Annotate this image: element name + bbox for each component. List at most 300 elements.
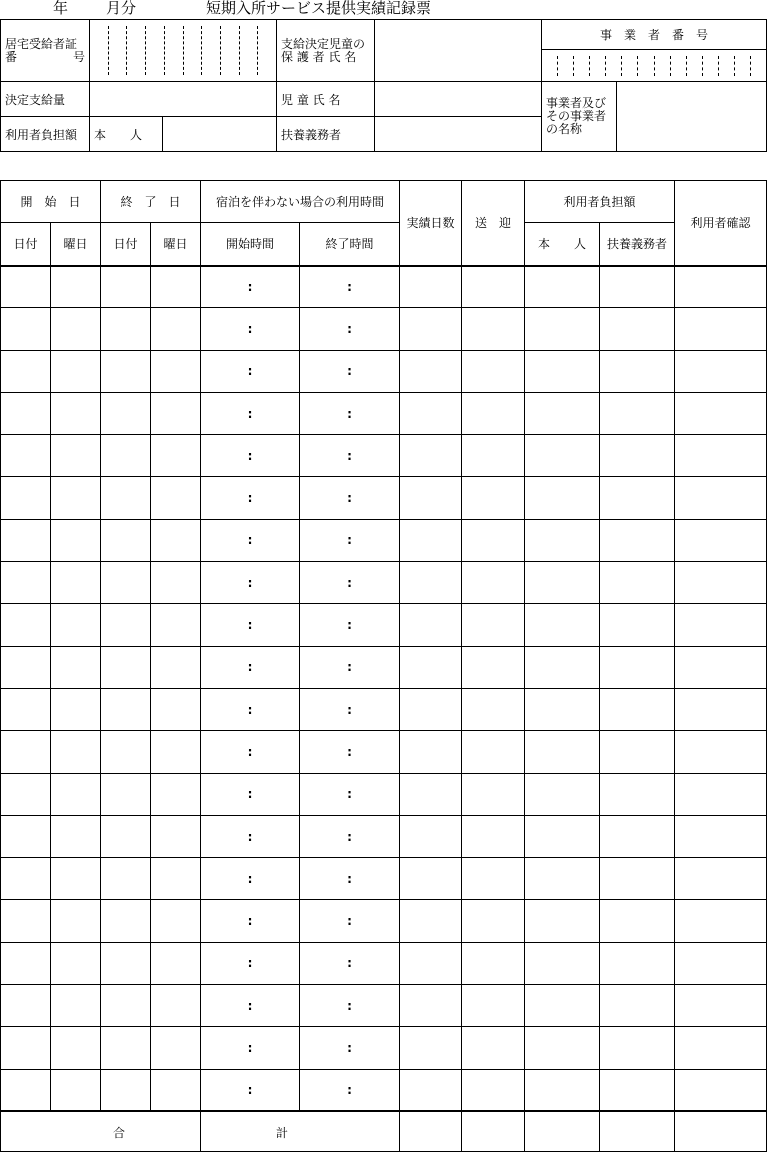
cell-burden-self[interactable] [525,731,600,773]
cell-date-start[interactable] [1,435,51,477]
cell-date-start[interactable] [1,815,51,857]
table-row [1,858,767,900]
cell-start-time[interactable] [201,266,300,308]
cell-burden-supporter[interactable] [600,646,675,688]
cell-date-start[interactable] [1,350,51,392]
cell-weekday-start[interactable] [51,519,101,561]
cell-weekday-start[interactable] [51,985,101,1027]
cell-weekday-end[interactable] [151,562,201,604]
cell-actual-days[interactable] [400,477,462,519]
provider-name-field[interactable] [617,82,767,152]
cell-date-start[interactable] [1,858,51,900]
cell-end-time[interactable] [300,477,400,519]
cell-weekday-end[interactable] [151,985,201,1027]
table-row [1,562,767,604]
cell-user-confirm[interactable] [675,773,767,815]
cell-actual-days[interactable] [400,858,462,900]
cell-transport[interactable] [462,688,525,730]
cell-weekday-start[interactable] [51,308,101,350]
cell-date-start[interactable] [1,562,51,604]
cell-date-end[interactable] [101,392,151,434]
cell-user-confirm[interactable] [675,1069,767,1111]
time-colon: : [347,618,352,633]
cell-burden-supporter[interactable] [600,731,675,773]
cell-burden-supporter[interactable] [600,1069,675,1111]
cell-burden-self[interactable] [525,266,600,308]
cell-date-end[interactable] [101,858,151,900]
cell-actual-days[interactable] [400,942,462,984]
cell-weekday-start[interactable] [51,942,101,984]
header-end-day: 終 了 日 [101,181,201,223]
cell-actual-days[interactable] [400,646,462,688]
cell-burden-self[interactable] [525,519,600,561]
time-colon: : [347,1040,352,1055]
table-row [1,266,767,308]
provider-number-field[interactable] [542,50,767,82]
cell-start-time[interactable] [201,1027,300,1069]
time-colon: : [247,575,253,590]
cell-actual-days[interactable] [400,731,462,773]
cell-weekday-start[interactable] [51,266,101,308]
cell-transport[interactable] [462,1027,525,1069]
cell-end-time[interactable] [300,858,400,900]
cell-user-confirm[interactable] [675,900,767,942]
cell-date-start[interactable] [1,308,51,350]
cell-burden-supporter[interactable] [600,350,675,392]
cell-start-time[interactable] [201,773,300,815]
time-colon: : [347,1083,352,1098]
cell-user-confirm[interactable] [675,519,767,561]
cell-user-confirm[interactable] [675,646,767,688]
cell-actual-days[interactable] [400,562,462,604]
cell-date-end[interactable] [101,646,151,688]
cell-date-end[interactable] [101,350,151,392]
cell-burden-supporter[interactable] [600,562,675,604]
cell-weekday-start[interactable] [51,731,101,773]
cell-date-end[interactable] [101,519,151,561]
cell-weekday-end[interactable] [151,773,201,815]
total-confirm[interactable] [675,1111,767,1151]
time-colon: : [247,406,253,421]
cell-start-time[interactable] [201,477,300,519]
cell-weekday-start[interactable] [51,350,101,392]
cell-burden-supporter[interactable] [600,604,675,646]
cell-user-confirm[interactable] [675,604,767,646]
total-label-2: 計 [201,1111,400,1151]
time-colon: : [347,787,352,802]
time-colon: : [247,1083,253,1098]
cell-burden-supporter[interactable] [600,688,675,730]
cell-transport[interactable] [462,900,525,942]
cell-date-end[interactable] [101,1069,151,1111]
cell-date-start[interactable] [1,266,51,308]
cell-end-time[interactable] [300,688,400,730]
time-colon: : [247,787,253,802]
table-row [1,731,767,773]
cell-end-time[interactable] [300,392,400,434]
cell-date-start[interactable] [1,604,51,646]
time-colon: : [347,871,352,886]
guardian-name-field[interactable] [375,20,542,82]
cell-transport[interactable] [462,858,525,900]
cell-weekday-start[interactable] [51,688,101,730]
cell-weekday-start[interactable] [51,1069,101,1111]
time-colon: : [247,491,253,506]
cell-start-time[interactable] [201,604,300,646]
cell-actual-days[interactable] [400,688,462,730]
cell-user-confirm[interactable] [675,688,767,730]
cell-user-confirm[interactable] [675,985,767,1027]
cell-burden-supporter[interactable] [600,266,675,308]
cell-date-start[interactable] [1,1027,51,1069]
cell-date-start[interactable] [1,477,51,519]
cell-weekday-start[interactable] [51,604,101,646]
cell-burden-self[interactable] [525,985,600,1027]
time-colon: : [347,956,352,971]
record-table [0,180,767,1152]
recipient-cert-number-field[interactable] [90,20,277,82]
header-date-start: 日付 [1,223,51,266]
time-colon: : [247,448,253,463]
time-colon: : [347,321,352,336]
time-colon: : [347,279,352,294]
cell-date-start[interactable] [1,519,51,561]
cell-weekday-end[interactable] [151,646,201,688]
burden-self-label: 本 人 [90,117,163,152]
total-self[interactable] [525,1111,600,1151]
cell-burden-supporter[interactable] [600,858,675,900]
cell-start-time[interactable] [201,562,300,604]
cell-start-time[interactable] [201,392,300,434]
cell-user-confirm[interactable] [675,350,767,392]
cell-start-time[interactable] [201,308,300,350]
time-colon: : [247,279,253,294]
cell-date-end[interactable] [101,942,151,984]
cell-start-time[interactable] [201,731,300,773]
cell-date-start[interactable] [1,646,51,688]
time-colon: : [347,744,352,759]
cell-weekday-end[interactable] [151,942,201,984]
cell-start-time[interactable] [201,985,300,1027]
supporter-field[interactable] [375,117,542,152]
time-colon: : [347,575,352,590]
cell-actual-days[interactable] [400,266,462,308]
cell-actual-days[interactable] [400,985,462,1027]
cell-date-end[interactable] [101,815,151,857]
cell-end-time[interactable] [300,562,400,604]
cell-weekday-end[interactable] [151,604,201,646]
header-date-end: 日付 [101,223,151,266]
cell-burden-self[interactable] [525,773,600,815]
cell-date-start[interactable] [1,392,51,434]
cell-weekday-start[interactable] [51,392,101,434]
info-table [0,19,767,152]
cell-start-time[interactable] [201,688,300,730]
cell-transport[interactable] [462,350,525,392]
time-colon: : [247,956,253,971]
time-colon: : [247,321,253,336]
cell-burden-self[interactable] [525,435,600,477]
cell-transport[interactable] [462,773,525,815]
cell-weekday-end[interactable] [151,350,201,392]
time-colon: : [347,998,352,1013]
cell-end-time[interactable] [300,942,400,984]
cell-weekday-end[interactable] [151,435,201,477]
cell-actual-days[interactable] [400,815,462,857]
cell-user-confirm[interactable] [675,1027,767,1069]
cell-date-end[interactable] [101,266,151,308]
cell-end-time[interactable] [300,815,400,857]
table-row [1,646,767,688]
cell-transport[interactable] [462,477,525,519]
cell-weekday-start[interactable] [51,435,101,477]
table-row [1,773,767,815]
table-row [1,435,767,477]
cell-burden-supporter[interactable] [600,942,675,984]
time-colon: : [247,914,253,929]
cell-weekday-start[interactable] [51,815,101,857]
time-colon: : [347,364,352,379]
cell-weekday-end[interactable] [151,1027,201,1069]
cell-user-confirm[interactable] [675,562,767,604]
cell-transport[interactable] [462,519,525,561]
cell-weekday-end[interactable] [151,900,201,942]
cell-burden-supporter[interactable] [600,985,675,1027]
header-usage-time: 宿泊を伴わない場合の利用時間 [201,181,400,223]
cell-actual-days[interactable] [400,1069,462,1111]
cell-burden-self[interactable] [525,942,600,984]
cell-user-confirm[interactable] [675,858,767,900]
cell-date-end[interactable] [101,562,151,604]
time-colon: : [247,702,253,717]
cell-actual-days[interactable] [400,1027,462,1069]
cell-user-confirm[interactable] [675,266,767,308]
table-row [1,1069,767,1111]
cell-burden-supporter[interactable] [600,1027,675,1069]
cell-burden-supporter[interactable] [600,815,675,857]
cell-burden-supporter[interactable] [600,308,675,350]
cell-date-start[interactable] [1,688,51,730]
total-supporter[interactable] [600,1111,675,1151]
cell-start-time[interactable] [201,646,300,688]
cell-burden-self[interactable] [525,308,600,350]
cell-transport[interactable] [462,1069,525,1111]
cell-end-time[interactable] [300,646,400,688]
time-colon: : [347,829,352,844]
cell-weekday-start[interactable] [51,858,101,900]
burden-label: 利用者負担額 [1,117,90,152]
cell-burden-supporter[interactable] [600,392,675,434]
total-label: 合 [1,1111,201,1151]
cell-burden-self[interactable] [525,646,600,688]
cell-weekday-start[interactable] [51,900,101,942]
cell-weekday-end[interactable] [151,477,201,519]
total-actual-days[interactable] [400,1111,462,1151]
cell-transport[interactable] [462,435,525,477]
cell-end-time[interactable] [300,435,400,477]
cell-actual-days[interactable] [400,773,462,815]
cell-end-time[interactable] [300,900,400,942]
recipient-cert-label: 居宅受給者証 番 号 [1,20,90,82]
supporter-label: 扶養義務者 [277,117,375,152]
cell-weekday-end[interactable] [151,731,201,773]
cell-end-time[interactable] [300,308,400,350]
cell-end-time[interactable] [300,604,400,646]
table-row [1,392,767,434]
cell-date-end[interactable] [101,1027,151,1069]
cell-user-confirm[interactable] [675,477,767,519]
cell-user-confirm[interactable] [675,435,767,477]
cell-date-start[interactable] [1,900,51,942]
cell-date-end[interactable] [101,985,151,1027]
cell-burden-self[interactable] [525,1027,600,1069]
cell-date-start[interactable] [1,731,51,773]
child-name-field[interactable] [375,82,542,117]
provider-number-label: 事 業 者 番 号 [542,20,767,50]
cell-actual-days[interactable] [400,604,462,646]
decided-amount-field[interactable] [90,82,277,117]
cell-end-time[interactable] [300,266,400,308]
cell-transport[interactable] [462,731,525,773]
time-colon: : [347,406,352,421]
cell-date-end[interactable] [101,308,151,350]
cell-start-time[interactable] [201,350,300,392]
time-colon: : [347,491,352,506]
cell-transport[interactable] [462,308,525,350]
cell-transport[interactable] [462,392,525,434]
cell-burden-supporter[interactable] [600,900,675,942]
cell-transport[interactable] [462,562,525,604]
cell-end-time[interactable] [300,350,400,392]
cell-weekday-end[interactable] [151,266,201,308]
cell-end-time[interactable] [300,1027,400,1069]
cell-weekday-start[interactable] [51,477,101,519]
cell-burden-supporter[interactable] [600,477,675,519]
cell-burden-self[interactable] [525,900,600,942]
cell-burden-self[interactable] [525,392,600,434]
cell-user-confirm[interactable] [675,815,767,857]
cell-date-start[interactable] [1,773,51,815]
cell-transport[interactable] [462,815,525,857]
cell-burden-self[interactable] [525,858,600,900]
cell-transport[interactable] [462,266,525,308]
cell-actual-days[interactable] [400,350,462,392]
cell-weekday-start[interactable] [51,562,101,604]
provider-name-label: 事業者及び その事業者 の名称 [542,82,617,152]
table-row [1,477,767,519]
cell-date-start[interactable] [1,1069,51,1111]
cell-date-end[interactable] [101,688,151,730]
cell-date-end[interactable] [101,773,151,815]
time-colon: : [247,744,253,759]
cell-start-time[interactable] [201,1069,300,1111]
cell-start-time[interactable] [201,858,300,900]
cell-actual-days[interactable] [400,900,462,942]
cell-actual-days[interactable] [400,308,462,350]
cell-burden-supporter[interactable] [600,435,675,477]
cell-burden-self[interactable] [525,604,600,646]
cell-transport[interactable] [462,646,525,688]
time-colon: : [247,1040,253,1055]
cell-start-time[interactable] [201,942,300,984]
cell-start-time[interactable] [201,519,300,561]
cell-date-end[interactable] [101,604,151,646]
time-colon: : [347,660,352,675]
cell-burden-self[interactable] [525,477,600,519]
cell-date-end[interactable] [101,900,151,942]
time-colon: : [247,871,253,886]
cell-actual-days[interactable] [400,392,462,434]
header-weekday-end: 曜日 [151,223,201,266]
cell-burden-self[interactable] [525,350,600,392]
cell-burden-supporter[interactable] [600,519,675,561]
cell-date-end[interactable] [101,731,151,773]
child-name-label: 児 童 氏 名 [277,82,375,117]
cell-burden-self[interactable] [525,562,600,604]
cell-user-confirm[interactable] [675,942,767,984]
cell-end-time[interactable] [300,773,400,815]
cell-end-time[interactable] [300,519,400,561]
cell-burden-self[interactable] [525,688,600,730]
time-colon: : [247,533,253,548]
header-user-confirm: 利用者確認 [675,181,767,266]
cell-burden-self[interactable] [525,815,600,857]
cell-user-confirm[interactable] [675,731,767,773]
cell-date-end[interactable] [101,435,151,477]
time-colon: : [247,660,253,675]
table-row [1,604,767,646]
cell-actual-days[interactable] [400,435,462,477]
cell-weekday-end[interactable] [151,392,201,434]
cell-transport[interactable] [462,985,525,1027]
table-row [1,350,767,392]
cell-date-end[interactable] [101,477,151,519]
cell-transport[interactable] [462,942,525,984]
cell-burden-supporter[interactable] [600,773,675,815]
burden-self-field[interactable] [163,117,277,152]
cell-end-time[interactable] [300,985,400,1027]
cell-weekday-end[interactable] [151,1069,201,1111]
table-row [1,815,767,857]
time-colon: : [347,702,352,717]
cell-date-start[interactable] [1,985,51,1027]
cell-start-time[interactable] [201,815,300,857]
cell-burden-self[interactable] [525,1069,600,1111]
cell-weekday-end[interactable] [151,308,201,350]
cell-actual-days[interactable] [400,519,462,561]
cell-date-start[interactable] [1,942,51,984]
cell-weekday-end[interactable] [151,688,201,730]
cell-end-time[interactable] [300,1069,400,1111]
cell-weekday-start[interactable] [51,773,101,815]
cell-weekday-end[interactable] [151,815,201,857]
header-actual-days: 実績日数 [400,181,462,266]
time-colon: : [247,998,253,1013]
cell-weekday-start[interactable] [51,1027,101,1069]
cell-weekday-end[interactable] [151,858,201,900]
time-colon: : [347,448,352,463]
cell-start-time[interactable] [201,435,300,477]
cell-user-confirm[interactable] [675,308,767,350]
cell-start-time[interactable] [201,900,300,942]
cell-weekday-start[interactable] [51,646,101,688]
cell-end-time[interactable] [300,731,400,773]
cell-transport[interactable] [462,604,525,646]
table-row [1,985,767,1027]
cell-weekday-end[interactable] [151,519,201,561]
total-transport[interactable] [462,1111,525,1151]
cell-user-confirm[interactable] [675,392,767,434]
